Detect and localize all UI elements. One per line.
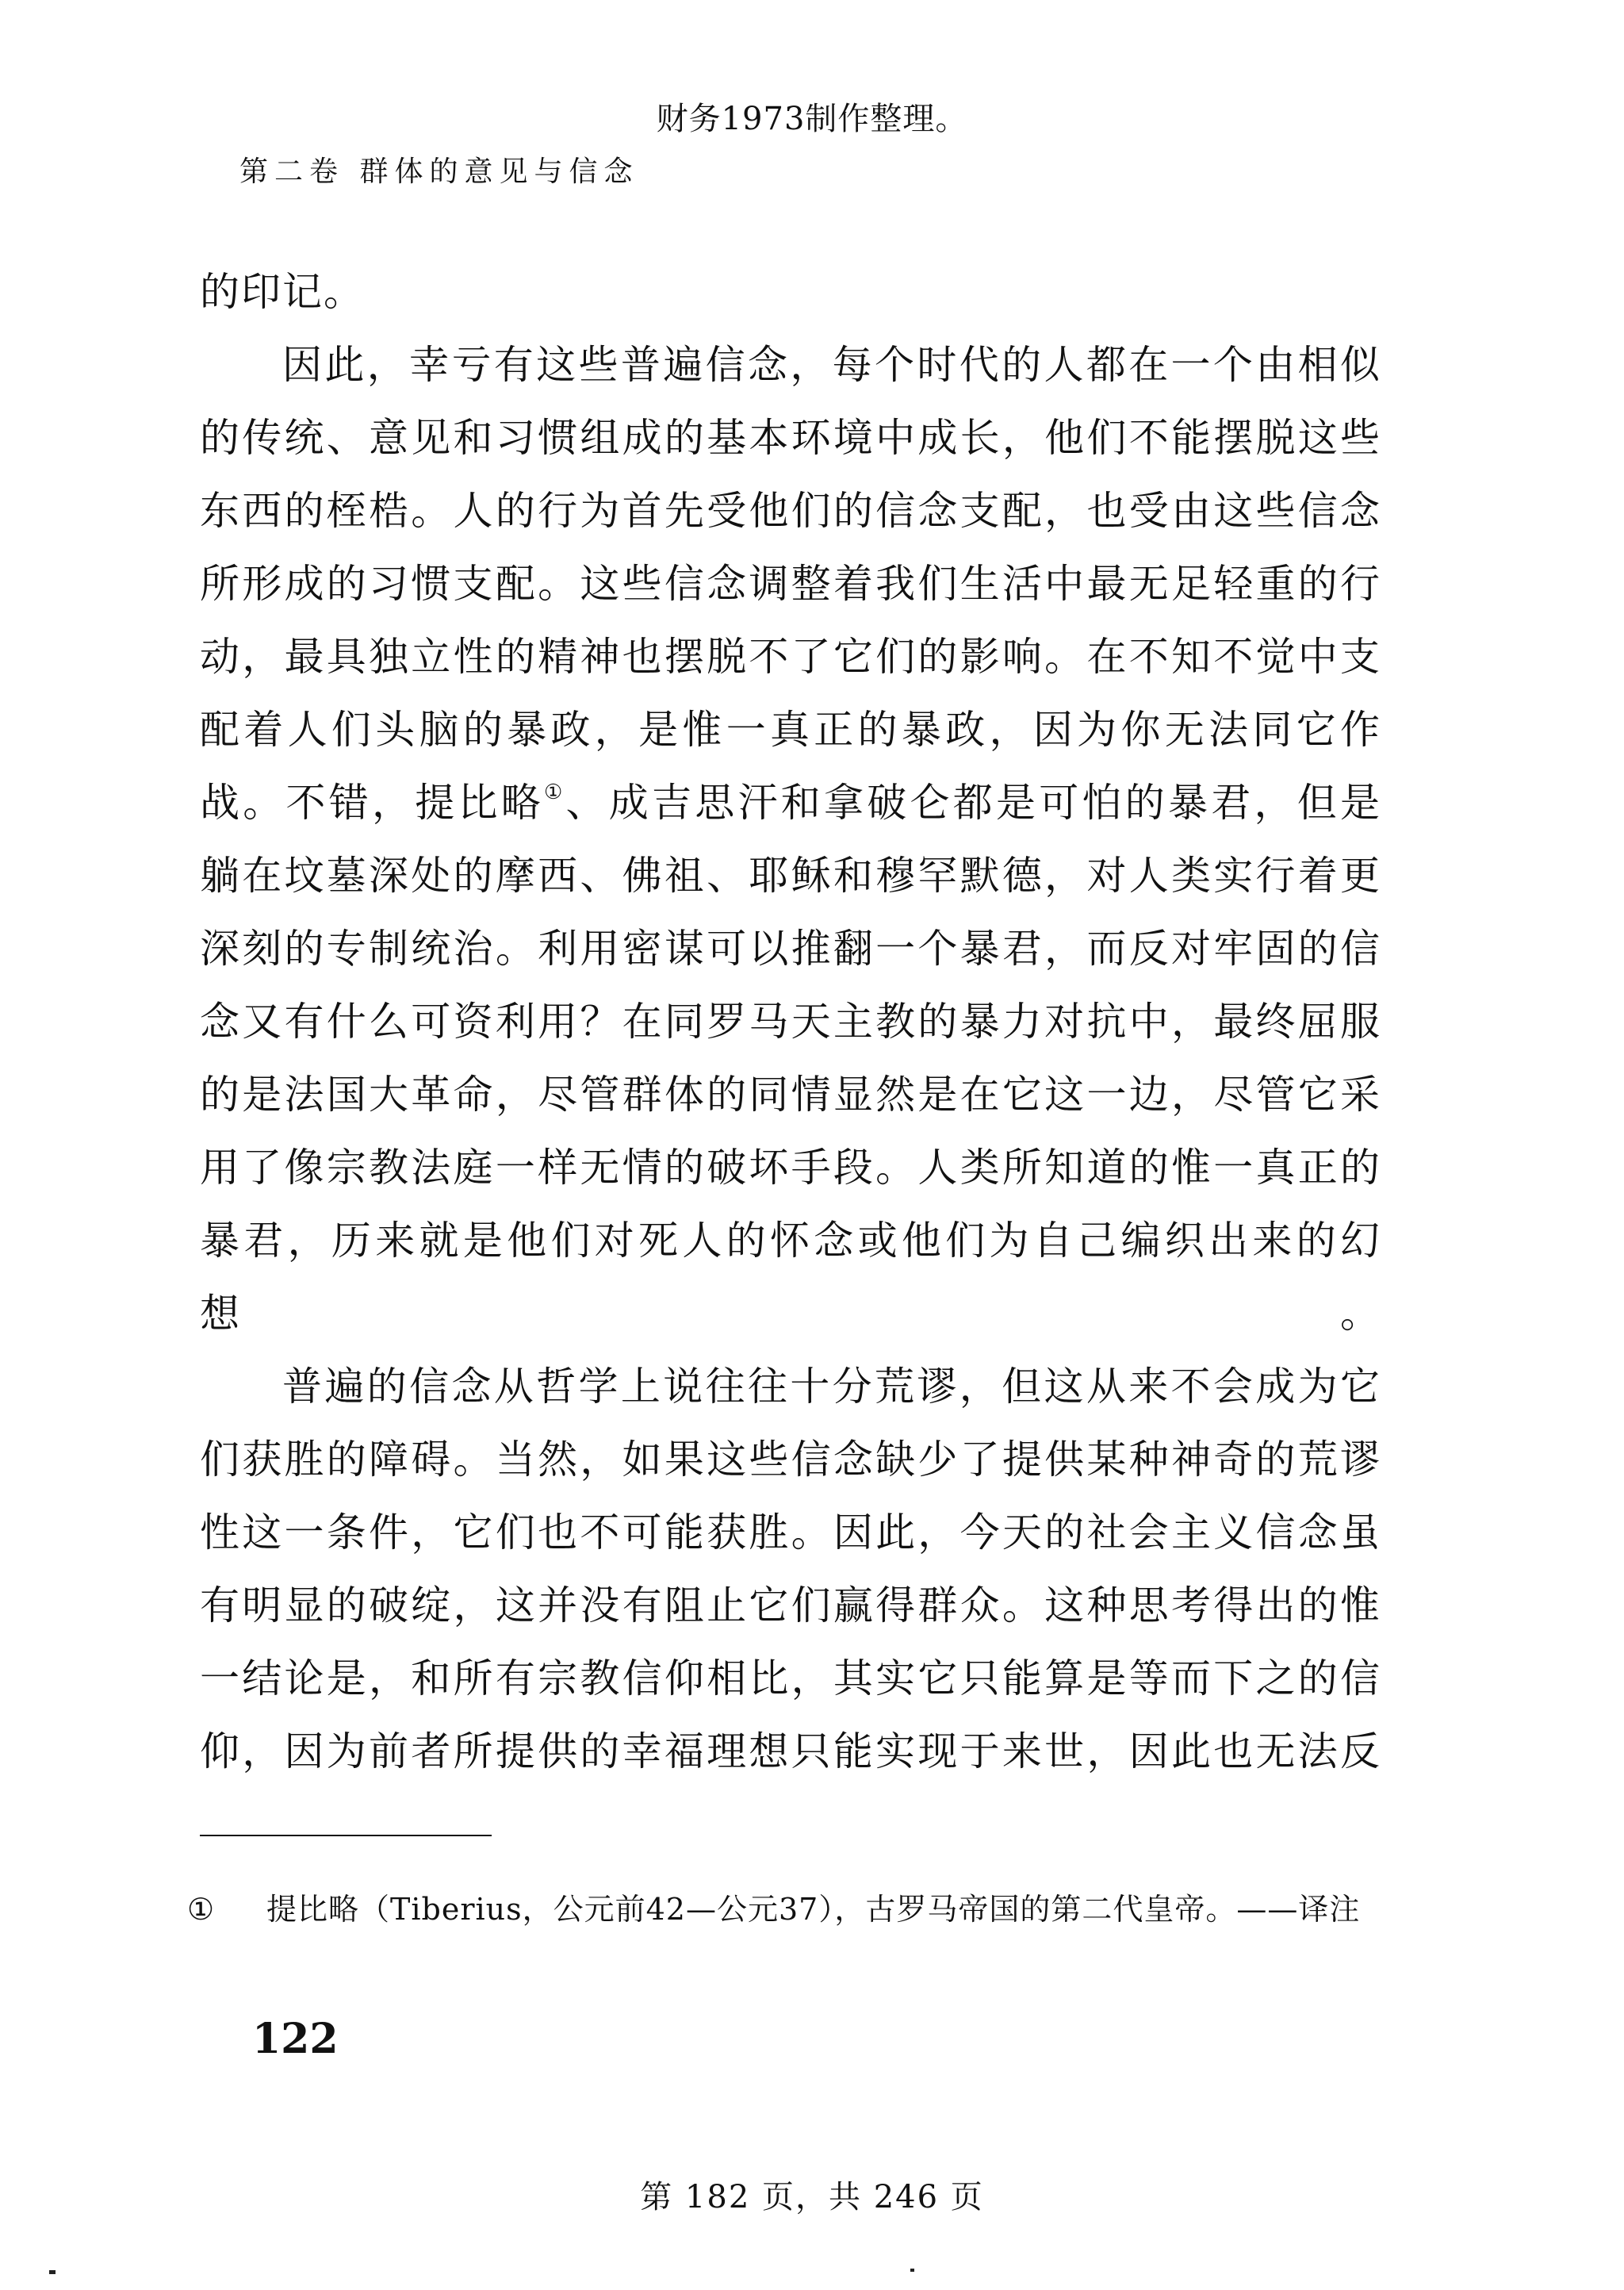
watermark-text: 财务1973制作整理。 xyxy=(656,101,968,137)
text-line: 想。 xyxy=(200,1291,1381,1337)
paragraph xyxy=(200,328,1381,1350)
footnote-text: 提比略（Tiberius，公元前42—公元37），古罗马帝国的第二代皇帝。——译注 xyxy=(266,1892,1361,1927)
text-line: 深刻的专制统治。利用密谋可以推翻一个暴君，而反对牢固的信 xyxy=(200,926,1381,972)
text-line: 性这一条件，它们也不可能获胜。因此，今天的社会主义信念虽 xyxy=(200,1509,1381,1555)
footnote xyxy=(187,1886,1377,1932)
text-line: 因此，幸亏有这些普遍信念，每个时代的人都在一个由相似 xyxy=(282,342,1381,388)
text-line: 有明显的破绽，这并没有阻止它们赢得群众。这种思考得出的惟 xyxy=(200,1582,1381,1628)
text-line: 暴君，历来就是他们对死人的怀念或他们为自己编织出来的幻 xyxy=(200,1218,1381,1264)
footnote-divider xyxy=(200,1835,492,1836)
text-line: 们获胜的障碍。当然，如果这些信念缺少了提供某种神奇的荒谬 xyxy=(200,1437,1381,1483)
text-line: 东西的桎梏。人的行为首先受他们的信念支配，也受由这些信念 xyxy=(200,488,1381,534)
scan-speck xyxy=(910,2269,914,2272)
footnote-marker: ① xyxy=(187,1892,216,1927)
text-line: 普遍的信念从哲学上说往往十分荒谬，但这从来不会成为它 xyxy=(282,1364,1381,1410)
text-line: 所形成的习惯支配。这些信念调整着我们生活中最无足轻重的行 xyxy=(200,561,1381,607)
text-line: 一结论是，和所有宗教信仰相比，其实它只能算是等而下之的信 xyxy=(200,1655,1381,1701)
body-text xyxy=(200,255,1381,1788)
running-header: 第二卷 群体的意见与信念 xyxy=(239,155,639,188)
text-line: 的传统、意见和习惯组成的基本环境中成长，他们不能摆脱这些 xyxy=(200,415,1381,461)
text-line: 躺在坟墓深处的摩西、佛祖、耶稣和穆罕默德，对人类实行着更 xyxy=(200,853,1381,899)
text-line: 的印记。 xyxy=(200,269,365,315)
text-line: 配着人们头脑的暴政，是惟一真正的暴政，因为你无法同它作 xyxy=(200,707,1381,753)
text-line: 仰，因为前者所提供的幸福理想只能实现于来世，因此也无法反 xyxy=(200,1728,1381,1774)
text-line: 动，最具独立性的精神也摆脱不了它们的影响。在不知不觉中支 xyxy=(200,634,1381,680)
footnote-reference: ① xyxy=(543,781,566,804)
paragraph xyxy=(200,1350,1381,1788)
text-line: 用了像宗教法庭一样无情的破坏手段。人类所知道的惟一真正的 xyxy=(200,1145,1381,1191)
text-line: 战。不错，提比略①、成吉思汗和拿破仑都是可怕的暴君，但是 xyxy=(200,780,1382,826)
paragraph-continuation xyxy=(200,255,1381,328)
scan-speck xyxy=(49,2270,56,2274)
text-line: 念又有什么可资利用？在同罗马天主教的暴力对抗中，最终屈服 xyxy=(200,999,1381,1045)
text-line: 的是法国大革命，尽管群体的同情显然是在它这一边，尽管它采 xyxy=(200,1072,1381,1118)
pdf-page-indicator: 第 182 页，共 246 页 xyxy=(640,2179,984,2215)
page-number: 122 xyxy=(252,2015,339,2063)
